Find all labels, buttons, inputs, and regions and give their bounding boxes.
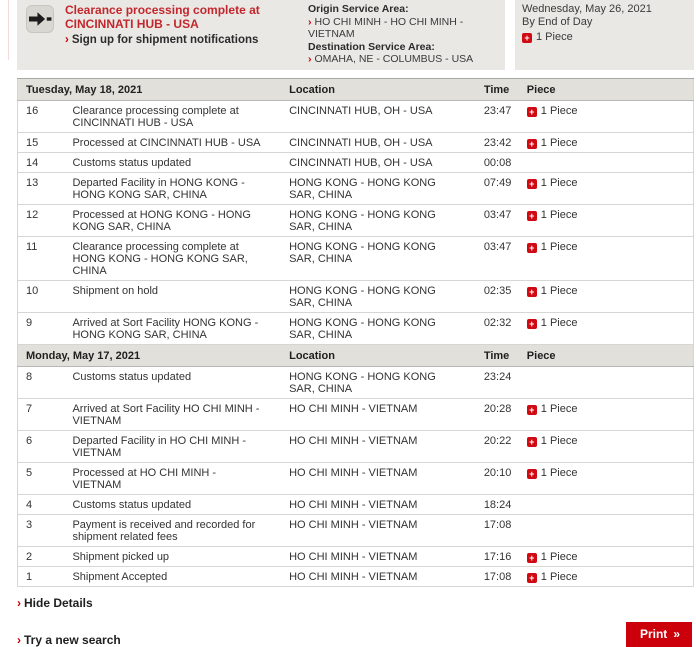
piece-icon: + [527, 553, 537, 563]
event-number: 10 [18, 280, 65, 312]
footer-row [17, 622, 694, 647]
estimated-delivery-panel [515, 0, 694, 70]
event-description: Payment is received and recorded for shipment related fees [64, 514, 281, 546]
event-location: HO CHI MINH - VIETNAM [281, 430, 476, 462]
table-row [18, 546, 694, 566]
table-row [18, 132, 694, 152]
event-location: HO CHI MINH - VIETNAM [281, 566, 476, 586]
event-number: 2 [18, 546, 65, 566]
delivery-window: By End of Day [522, 16, 593, 28]
event-time: 17:08 [476, 566, 519, 586]
destination-area-value-row [308, 53, 499, 66]
event-location: CINCINNATI HUB, OH - USA [281, 132, 476, 152]
chevron-icon: › [17, 632, 21, 647]
event-description: Customs status updated [64, 494, 281, 514]
table-row [18, 152, 694, 172]
service-area-column [308, 3, 499, 66]
event-time: 00:08 [476, 152, 519, 172]
column-header: Time [476, 78, 519, 100]
event-piece [519, 546, 694, 566]
event-description: Processed at CINCINNATI HUB - USA [64, 132, 281, 152]
column-header: Time [476, 344, 519, 366]
event-number: 12 [18, 204, 65, 236]
event-description: Shipment Accepted [64, 566, 281, 586]
column-header: Location [281, 344, 476, 366]
event-description: Processed at HO CHI MINH - VIETNAM [64, 462, 281, 494]
event-time: 23:42 [476, 132, 519, 152]
event-location: HONG KONG - HONG KONG SAR, CHINA [281, 172, 476, 204]
piece-icon: + [527, 139, 537, 149]
event-piece-count: 1 Piece [540, 316, 578, 329]
summary-gap [505, 0, 515, 70]
event-location: HO CHI MINH - VIETNAM [281, 462, 476, 494]
event-piece-count: 1 Piece [540, 570, 578, 583]
section-header-row [18, 344, 694, 366]
event-piece [519, 172, 694, 204]
table-row [18, 462, 694, 494]
event-description: Customs status updated [64, 152, 281, 172]
table-row [18, 366, 694, 398]
piece-icon: + [527, 405, 537, 415]
event-number: 11 [18, 236, 65, 280]
event-piece-count: 1 Piece [540, 466, 578, 479]
event-time: 23:24 [476, 366, 519, 398]
event-description: Clearance processing complete at HONG KONG - HONG KONG SAR, CHINA [64, 236, 281, 280]
event-piece [519, 132, 694, 152]
event-piece [519, 430, 694, 462]
event-location: HO CHI MINH - VIETNAM [281, 546, 476, 566]
piece-icon: + [527, 243, 537, 253]
event-number: 7 [18, 398, 65, 430]
origin-area-value: HO CHI MINH - HO CHI MINH - VIETNAM [308, 15, 464, 40]
chevron-icon: › [308, 15, 312, 28]
piece-icon: + [527, 107, 537, 117]
event-piece [519, 462, 694, 494]
double-chevron-icon: » [673, 626, 680, 641]
event-location: HONG KONG - HONG KONG SAR, CHINA [281, 312, 476, 344]
events-table [17, 78, 694, 587]
event-piece-count: 1 Piece [540, 104, 578, 117]
event-piece [519, 366, 694, 398]
event-piece-count: 1 Piece [540, 550, 578, 563]
origin-area-value-row [308, 16, 499, 41]
piece-icon: + [527, 573, 537, 583]
event-location: HO CHI MINH - VIETNAM [281, 398, 476, 430]
transit-arrow-icon [26, 5, 54, 33]
table-row [18, 430, 694, 462]
event-piece-count: 1 Piece [540, 402, 578, 415]
event-number: 5 [18, 462, 65, 494]
event-piece [519, 312, 694, 344]
origin-area-label: Origin Service Area: [308, 3, 409, 15]
event-piece [519, 280, 694, 312]
event-piece [519, 236, 694, 280]
event-piece-count: 1 Piece [540, 434, 578, 447]
event-time: 02:32 [476, 312, 519, 344]
piece-icon: + [527, 437, 537, 447]
event-time: 20:22 [476, 430, 519, 462]
event-time: 20:28 [476, 398, 519, 430]
event-piece [519, 566, 694, 586]
table-row [18, 204, 694, 236]
page-edge-line [8, 0, 9, 60]
event-location: HONG KONG - HONG KONG SAR, CHINA [281, 204, 476, 236]
column-header: Location [281, 78, 476, 100]
piece-count-row [522, 31, 688, 44]
event-time: 03:47 [476, 236, 519, 280]
column-header: Piece [519, 78, 694, 100]
table-row [18, 236, 694, 280]
event-location: HO CHI MINH - VIETNAM [281, 514, 476, 546]
event-time: 07:49 [476, 172, 519, 204]
event-description: Processed at HONG KONG - HONG KONG SAR, CHINA [64, 204, 281, 236]
piece-icon: + [522, 33, 532, 43]
event-number: 16 [18, 100, 65, 132]
chevron-icon: › [308, 53, 312, 65]
events-table-body [18, 78, 694, 586]
shipment-status-text: Clearance processing complete at CINCINNATI HUB - USA [65, 3, 260, 31]
table-row [18, 312, 694, 344]
delivery-date: Wednesday, May 26, 2021 [522, 3, 652, 15]
event-description: Shipment on hold [64, 280, 281, 312]
event-number: 9 [18, 312, 65, 344]
event-description: Customs status updated [64, 366, 281, 398]
event-location: CINCINNATI HUB, OH - USA [281, 152, 476, 172]
event-number: 13 [18, 172, 65, 204]
event-description: Departed Facility in HO CHI MINH - VIETNAM [64, 430, 281, 462]
table-row [18, 280, 694, 312]
event-number: 14 [18, 152, 65, 172]
chevron-icon: › [17, 595, 21, 610]
shipment-status-panel [17, 0, 505, 70]
print-button[interactable] [626, 622, 692, 647]
piece-icon: + [527, 319, 537, 329]
event-piece-count: 1 Piece [540, 136, 578, 149]
event-number: 3 [18, 514, 65, 546]
event-description: Clearance processing complete at CINCINNATI HUB - USA [64, 100, 281, 132]
event-number: 15 [18, 132, 65, 152]
event-piece-count: 1 Piece [540, 240, 578, 253]
destination-area-value: OMAHA, NE - COLUMBUS - USA [314, 53, 474, 65]
shipment-summary-band [17, 0, 694, 70]
destination-area-label: Destination Service Area: [308, 40, 435, 53]
event-time: 03:47 [476, 204, 519, 236]
event-location: HO CHI MINH - VIETNAM [281, 494, 476, 514]
column-header: Piece [519, 344, 694, 366]
event-time: 23:47 [476, 100, 519, 132]
event-piece [519, 494, 694, 514]
event-piece [519, 100, 694, 132]
piece-icon: + [527, 211, 537, 221]
piece-icon: + [527, 287, 537, 297]
table-row [18, 514, 694, 546]
event-time: 02:35 [476, 280, 519, 312]
event-location: HONG KONG - HONG KONG SAR, CHINA [281, 366, 476, 398]
event-description: Departed Facility in HONG KONG - HONG KONG SAR, CHINA [64, 172, 281, 204]
hide-details-link[interactable] [17, 596, 694, 610]
event-time: 20:10 [476, 462, 519, 494]
event-description: Shipment picked up [64, 546, 281, 566]
event-number: 4 [18, 494, 65, 514]
print-button-label: Print [639, 626, 668, 641]
section-date: Tuesday, May 18, 2021 [18, 78, 282, 100]
event-piece [519, 514, 694, 546]
signup-link-label: Sign up for shipment notifications [71, 34, 259, 46]
event-time: 17:08 [476, 514, 519, 546]
signup-notifications-link[interactable] [65, 34, 270, 46]
event-location: CINCINNATI HUB, OH - USA [281, 100, 476, 132]
piece-icon: + [527, 469, 537, 479]
table-row [18, 100, 694, 132]
event-number: 6 [18, 430, 65, 462]
table-row [18, 398, 694, 430]
event-piece-count: 1 Piece [540, 176, 578, 189]
event-piece-count: 1 Piece [540, 284, 578, 297]
event-number: 1 [18, 566, 65, 586]
event-piece [519, 152, 694, 172]
event-piece-count: 1 Piece [540, 208, 578, 221]
hide-details-label: Hide Details [24, 595, 93, 610]
piece-count: 1 Piece [536, 31, 573, 43]
piece-icon: + [527, 179, 537, 189]
event-number: 8 [18, 366, 65, 398]
chevron-icon: › [65, 34, 69, 46]
event-location: HONG KONG - HONG KONG SAR, CHINA [281, 280, 476, 312]
event-description: Arrived at Sort Facility HO CHI MINH - VIETNAM [64, 398, 281, 430]
event-piece [519, 204, 694, 236]
table-row [18, 566, 694, 586]
section-header-row [18, 78, 694, 100]
table-row [18, 172, 694, 204]
status-column [65, 3, 270, 66]
event-description: Arrived at Sort Facility HONG KONG - HONG KONG SAR, CHINA [64, 312, 281, 344]
event-location: HONG KONG - HONG KONG SAR, CHINA [281, 236, 476, 280]
event-time: 17:16 [476, 546, 519, 566]
section-date: Monday, May 17, 2021 [18, 344, 282, 366]
new-search-label: Try a new search [24, 632, 121, 647]
event-piece [519, 398, 694, 430]
table-row [18, 494, 694, 514]
try-new-search-link[interactable] [17, 633, 121, 647]
event-time: 18:24 [476, 494, 519, 514]
